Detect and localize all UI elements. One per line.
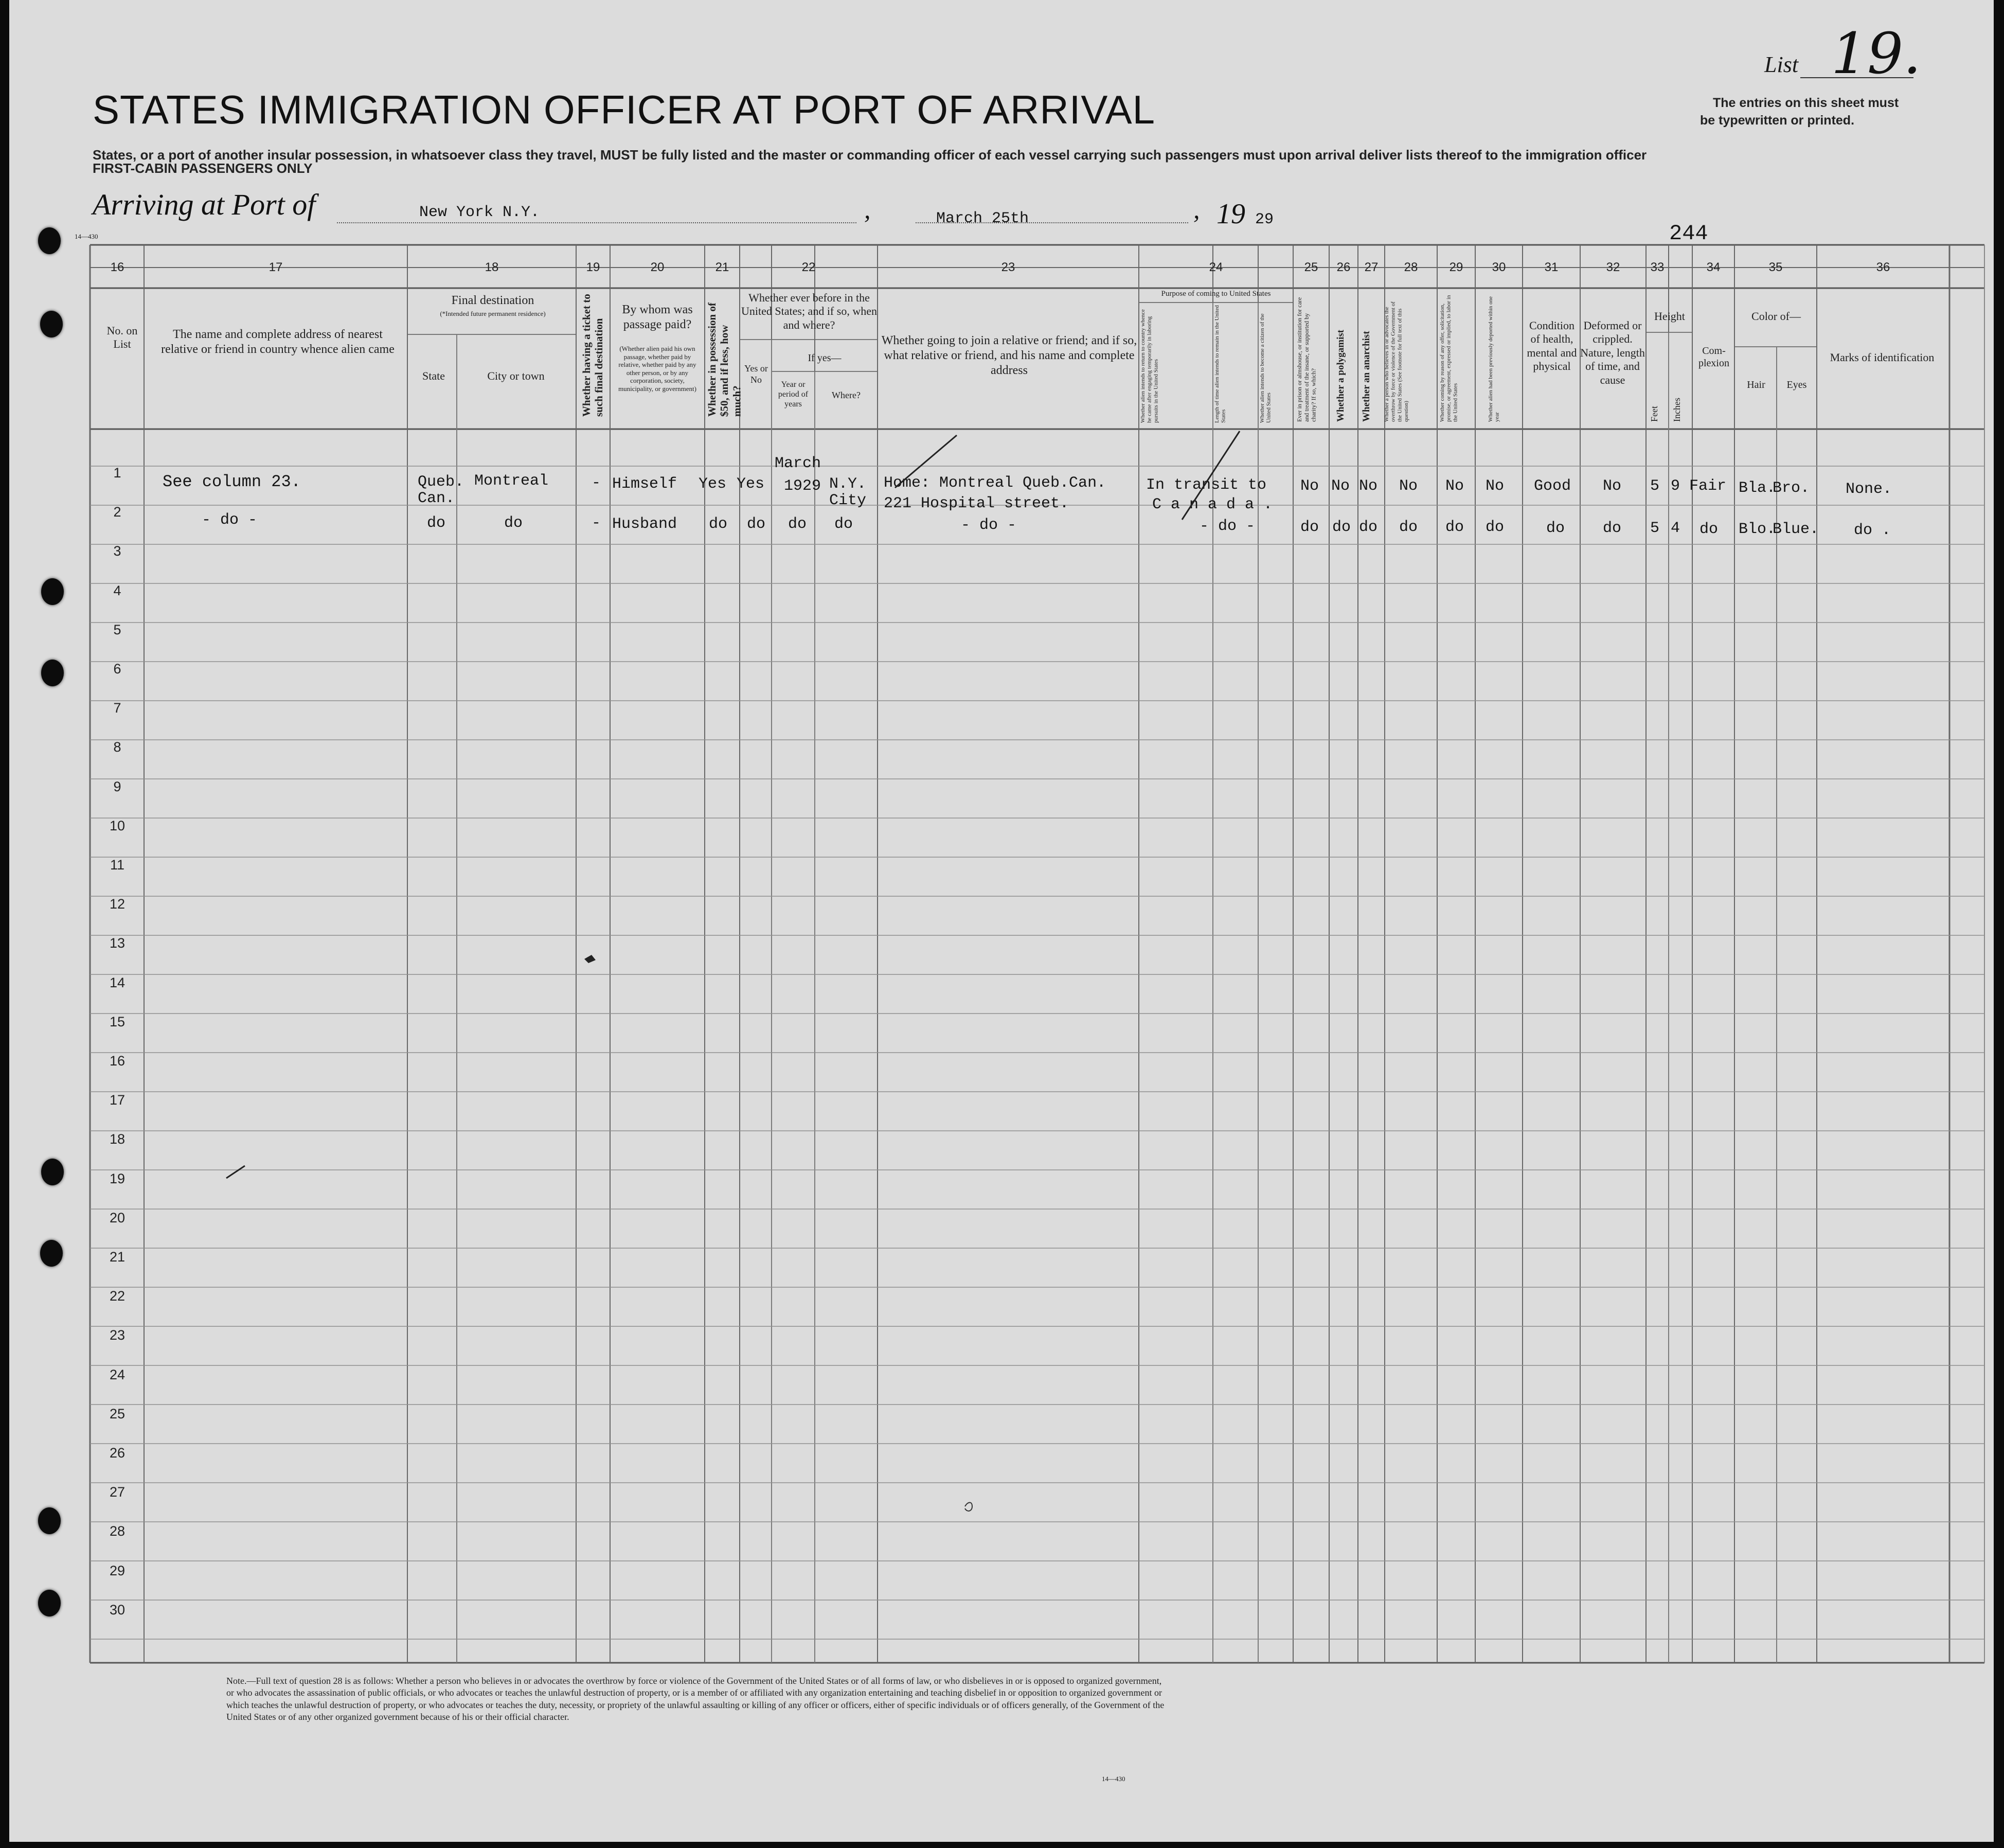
row2-city: do bbox=[504, 514, 523, 532]
row1-marks: None. bbox=[1846, 481, 1892, 498]
row1-feet: 5 bbox=[1650, 477, 1660, 495]
row1-state: Queb. Can. bbox=[418, 473, 464, 507]
row-number: 15 bbox=[109, 1014, 126, 1029]
instruction-text: States, or a port of another insular possession, in whatsoever class they travel, MUST be fully listed and the master or commanding officer of each vessel carrying such passengers must upon arrival deliver lists thereof to the immigration officer bbox=[93, 147, 1647, 163]
row-number: 21 bbox=[109, 1249, 126, 1265]
row2-purpose: - do - bbox=[1200, 518, 1256, 535]
col26-header: Whether a polygamist bbox=[1335, 329, 1346, 422]
row2-prison: do bbox=[1300, 519, 1319, 536]
row-number: 10 bbox=[109, 818, 126, 833]
col24-a: Whether alien intends to return to country whence he came after engaging temporarily in laboring pursuits in the United States bbox=[1140, 309, 1159, 423]
row2-hair: Blo. bbox=[1739, 521, 1776, 538]
row2-inches: 4 bbox=[1671, 520, 1680, 537]
col17-header: The name and complete address of nearest relative or friend in country whence alien came bbox=[161, 328, 395, 356]
col18-header: Final destination bbox=[451, 294, 534, 307]
row-number: 2 bbox=[113, 504, 121, 520]
row1-prison: No bbox=[1300, 477, 1319, 495]
footnote: Note.—Full text of question 28 is as follows: Whether a person who believes in or advocates the overthrow by force or violence of the Government of the United States or of all forms of law, or who disbelieves in or is opposed to organized government, or who advocates the assassination of public officials, or who advocates or teaches the unlawful destruction of property, or is a member of or affiliated with any organization entertaining and teaching disbelief in or opposition to organized government or which teaches the unlawful destruction of property, or who advocates or teaches the duty, necessity, or propriety of the unlawful assaulting or killing of any officer or officers, either of specific individuals or of officers generally, of the Government of the United States or of any other organized government because of his or their official character. bbox=[226, 1676, 1165, 1722]
row1-health: Good bbox=[1534, 477, 1571, 495]
form-title: STATES IMMIGRATION OFFICER AT PORT OF ARRIVAL bbox=[93, 87, 1156, 132]
row2-has-50: do bbox=[709, 516, 728, 533]
column-number: 21 bbox=[715, 260, 729, 274]
row-number: 14 bbox=[109, 974, 126, 990]
row1-inches: 9 bbox=[1671, 477, 1680, 495]
row2-q28: do bbox=[1399, 519, 1418, 536]
row-number: 18 bbox=[109, 1131, 126, 1147]
col22-year: Year or period of years bbox=[778, 380, 809, 409]
col25-header: Ever in prison or almshouse, or institution for care and treatment of the insane, or supported by charity? If so, which? bbox=[1296, 297, 1317, 422]
row2-polygamist: do bbox=[1332, 519, 1351, 536]
column-number: 27 bbox=[1364, 260, 1379, 274]
column-number: 19 bbox=[586, 260, 600, 274]
column-number: 28 bbox=[1404, 260, 1418, 274]
row-number: 3 bbox=[113, 543, 121, 559]
column-number: 35 bbox=[1768, 260, 1783, 274]
row2-before-us: do bbox=[747, 516, 766, 533]
row2-feet: 5 bbox=[1650, 520, 1660, 537]
row1-paid-by: Himself bbox=[612, 475, 677, 493]
column-number: 17 bbox=[269, 260, 283, 274]
row2-deformed: do bbox=[1603, 520, 1622, 537]
row2-before-year: do bbox=[788, 516, 807, 533]
col28-header: Whether a person who believes in or advocates the overthrow by force or violence of the Government of the United States (See footnote for full text of this question) bbox=[1384, 301, 1409, 422]
column-number: 22 bbox=[801, 260, 816, 274]
row-number: 9 bbox=[113, 778, 121, 794]
row-number: 6 bbox=[113, 661, 121, 677]
row-number: 17 bbox=[109, 1092, 126, 1108]
row1-before-year: March 1929 bbox=[774, 455, 821, 495]
column-number: 20 bbox=[650, 260, 665, 274]
list-number: 19. bbox=[1831, 21, 1921, 86]
col18-state: State bbox=[422, 369, 445, 382]
row-number: 23 bbox=[109, 1327, 126, 1343]
col35-hair: Hair bbox=[1747, 379, 1765, 390]
row1-joining-2: 221 Hospital street. bbox=[884, 495, 1069, 512]
row1-q29: No bbox=[1445, 477, 1464, 495]
column-number: 36 bbox=[1876, 260, 1890, 274]
col23-header: Whether going to join a relative or friend; and if so, what relative or friend, and his name and complete address bbox=[881, 334, 1137, 377]
row-number: 20 bbox=[109, 1210, 126, 1225]
col35-eyes: Eyes bbox=[1786, 379, 1807, 390]
row2-paid-by: Husband bbox=[612, 516, 677, 533]
col22-yesno: Yes or No bbox=[744, 363, 768, 385]
row2-anarchist: do bbox=[1359, 519, 1378, 536]
col24-header: Purpose of coming to United States bbox=[1161, 290, 1271, 298]
port-value: New York N.Y. bbox=[419, 204, 540, 221]
column-number: 18 bbox=[485, 260, 499, 274]
comma: , bbox=[1193, 195, 1200, 224]
col18-city: City or town bbox=[487, 369, 545, 382]
column-number: 32 bbox=[1606, 260, 1620, 274]
row1-before-us: Yes bbox=[737, 475, 765, 493]
row-number: 4 bbox=[113, 582, 121, 598]
form-number: 14—430 bbox=[75, 233, 98, 240]
row1-deformed: No bbox=[1603, 477, 1622, 495]
row-number: 13 bbox=[109, 935, 126, 951]
row2-ticket: - bbox=[592, 514, 601, 532]
row2-purpose-above: C a n a d a . bbox=[1152, 496, 1273, 513]
column-number: 16 bbox=[110, 260, 124, 274]
arriving-label: Arriving at Port of bbox=[93, 188, 316, 221]
col19-header: Whether having a ticket to such final destination bbox=[580, 294, 605, 417]
row1-polygamist: No bbox=[1331, 477, 1350, 495]
row1-eyes: Bro. bbox=[1773, 479, 1810, 497]
col33-feet: Feet bbox=[1649, 406, 1659, 422]
col16-header: No. on List bbox=[106, 324, 138, 351]
col24-b: Length of time alien intends to remain in the United States bbox=[1214, 305, 1227, 423]
row1-q30: No bbox=[1486, 477, 1505, 495]
row-number: 19 bbox=[109, 1170, 126, 1186]
col31-header: Condition of health, mental and physical bbox=[1527, 319, 1577, 373]
column-number: 33 bbox=[1650, 260, 1665, 274]
col29-header: Whether coming by reason of any offer, solicitation, promise, or agreement, expressed or implied, to labor in the United States bbox=[1439, 295, 1459, 422]
col30-header: Whether alien had been previously deported within one year bbox=[1488, 296, 1500, 422]
row-number: 7 bbox=[113, 700, 121, 716]
sheet-number: 244 bbox=[1669, 221, 1708, 246]
row2-eyes: Blue. bbox=[1773, 521, 1819, 538]
column-number: 23 bbox=[1001, 260, 1015, 274]
col20-sub: (Whether alien paid his own passage, whether paid by relative, whether paid by any other person, or by any corporation, society, municipality, or government) bbox=[618, 345, 696, 393]
row2-q30: do bbox=[1486, 519, 1505, 536]
col27-header: Whether an anarchist bbox=[1361, 331, 1372, 422]
row-number: 5 bbox=[113, 621, 121, 637]
row-number: 27 bbox=[109, 1484, 126, 1500]
row2-relative: - do - bbox=[202, 511, 258, 529]
col33-inches: Inches bbox=[1672, 398, 1682, 422]
row2-health: do bbox=[1546, 520, 1565, 537]
row-number: 16 bbox=[109, 1053, 126, 1069]
row-number: 24 bbox=[109, 1366, 126, 1382]
row-number: 30 bbox=[109, 1602, 126, 1618]
list-label: List bbox=[1764, 52, 1799, 77]
column-number: 34 bbox=[1706, 260, 1721, 274]
row-number: 1 bbox=[113, 465, 121, 481]
col32-header: Deformed or crippled. Nature, length of time, and cause bbox=[1580, 319, 1645, 386]
row1-q28: No bbox=[1399, 477, 1418, 495]
row-number: 26 bbox=[109, 1445, 126, 1461]
row1-city: Montreal bbox=[474, 472, 549, 490]
row1-complexion: Fair bbox=[1689, 477, 1727, 495]
row-number: 8 bbox=[113, 739, 121, 755]
row1-has-50: Yes bbox=[699, 475, 727, 493]
col36-header: Marks of identification bbox=[1830, 351, 1935, 364]
row-number: 22 bbox=[109, 1288, 126, 1304]
column-number: 26 bbox=[1336, 260, 1351, 274]
entries-note-1: The entries on this sheet must bbox=[1713, 96, 1899, 110]
column-number: 30 bbox=[1492, 260, 1506, 274]
col18-sub: (*Intended future permanent residence) bbox=[440, 310, 546, 317]
class-line: FIRST-CABIN PASSENGERS ONLY bbox=[93, 161, 313, 176]
col22-header: Whether ever before in the United States; and if so, when and where? bbox=[741, 291, 877, 331]
comma: , bbox=[864, 195, 871, 224]
col35-header: Color of— bbox=[1751, 310, 1801, 323]
col24-c: Whether alien intends to become a citizen of the United States bbox=[1259, 313, 1272, 423]
row-number: 29 bbox=[109, 1562, 126, 1578]
row1-before-where: N.Y. City bbox=[829, 475, 866, 509]
col22-where: Where? bbox=[832, 390, 861, 400]
year-prefix: 19 bbox=[1216, 198, 1245, 230]
row1-purpose: In transit to bbox=[1146, 476, 1267, 494]
row1-anarchist: No bbox=[1359, 477, 1378, 495]
col22-ifyes: If yes— bbox=[808, 352, 842, 364]
row2-q29: do bbox=[1445, 519, 1464, 536]
entries-note-2: be typewritten or printed. bbox=[1700, 113, 1855, 128]
date-value: March 25th bbox=[936, 210, 1029, 227]
col20-header: By whom was passage paid? bbox=[622, 303, 693, 331]
row2-complexion: do bbox=[1699, 521, 1719, 538]
col34-header: Com-plexion bbox=[1698, 345, 1729, 369]
col33-header: Height bbox=[1654, 310, 1685, 323]
column-number: 25 bbox=[1304, 260, 1318, 274]
footer-form-number: 14—430 bbox=[1102, 1775, 1125, 1783]
row-number: 25 bbox=[109, 1406, 126, 1421]
year-suffix: 29 bbox=[1255, 211, 1274, 228]
column-number: 29 bbox=[1449, 260, 1463, 274]
row2-marks: do . bbox=[1854, 522, 1891, 539]
col21-header: Whether in possession of $50, and if less, how much? bbox=[706, 303, 743, 417]
row1-joining-1: Home: Montreal Queb.Can. bbox=[884, 474, 1106, 492]
row2-joining: - do - bbox=[961, 517, 1017, 534]
row1-relative: See column 23. bbox=[163, 472, 301, 491]
row1-ticket: - bbox=[592, 474, 601, 492]
row2-before-where: do bbox=[834, 516, 853, 533]
row-number: 12 bbox=[109, 896, 126, 912]
row1-hair: Bla. bbox=[1739, 479, 1776, 497]
row-number: 28 bbox=[109, 1523, 126, 1539]
column-number: 31 bbox=[1544, 260, 1559, 274]
column-number: 24 bbox=[1209, 260, 1223, 274]
row-number: 11 bbox=[110, 857, 125, 873]
row2-state: do bbox=[427, 514, 446, 532]
